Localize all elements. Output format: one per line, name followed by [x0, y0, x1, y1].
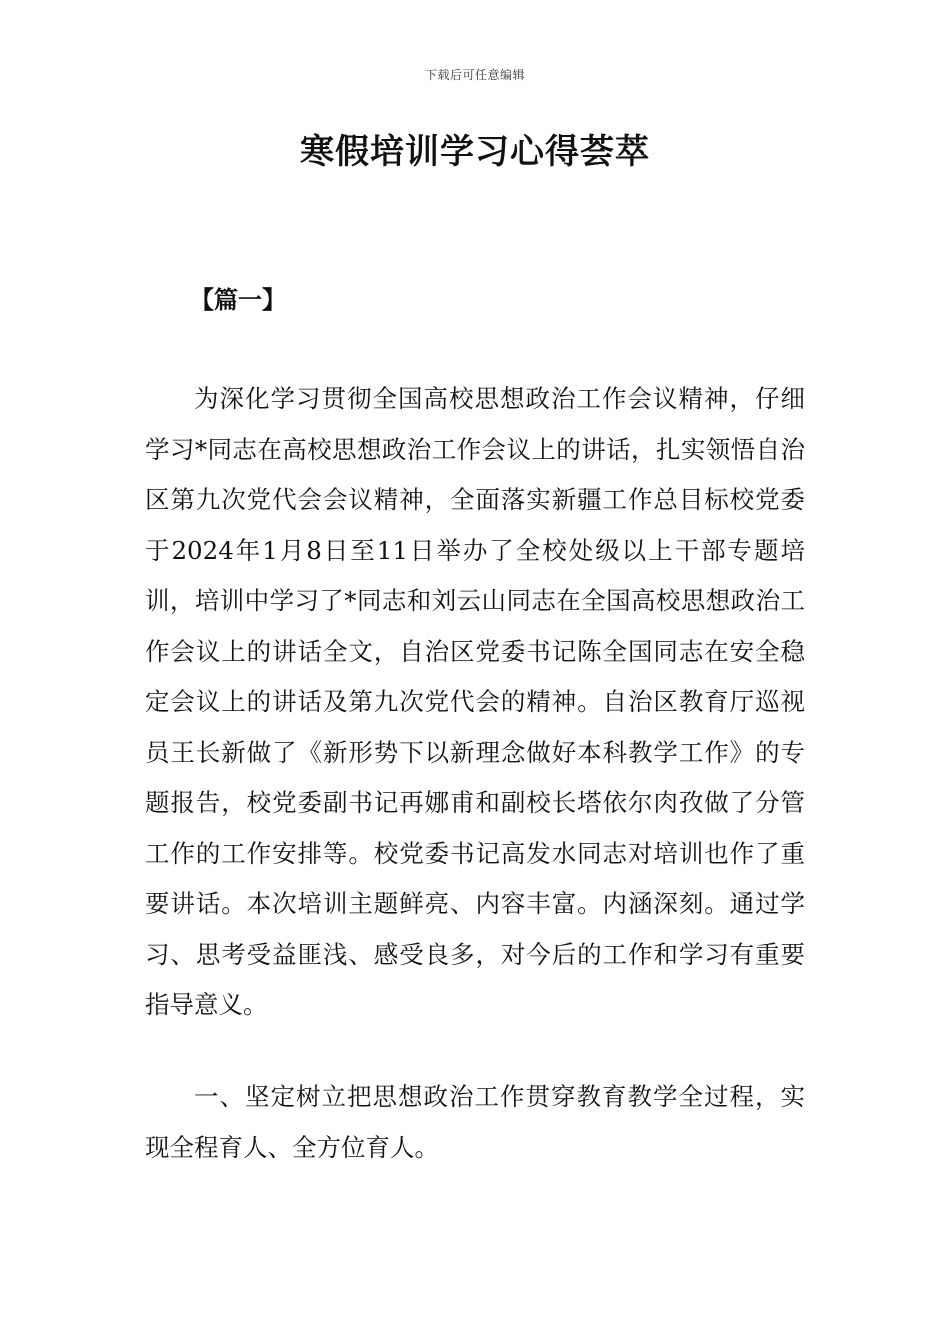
- section-label: 【篇一】: [190, 286, 286, 314]
- body-paragraph: 为深化学习贯彻全国高校思想政治工作会议精神，仔细学习*同志在高校思想政治工作会议上的讲话，扎实领悟自治区第九次党代会会议精神，全面落实新疆工作总目标校党委于2024年1月8日至11日举办了全校处级以上干部专题培训，培训中学习了*同志和刘云山同志在全国高校思想政治工作会议上的讲话全文，自治区党委书记陈全国同志在安全稳定会议上的讲话及第九次党代会的精神。自治区教育厅巡视员王长新做了《新形势下以新理念做好本科教学工作》的专题报告，校党委副书记再娜甫和副校长塔依尔肉孜做了分管工作的工作安排等。校党委书记高发水同志对培训也作了重要讲话。本次培训主题鲜亮、内容丰富。内涵深刻。通过学习、思考受益匪浅、感受良多，对今后的工作和学习有重要指导意义。: [145, 384, 805, 1019]
- document-title: 寒假培训学习心得荟萃: [300, 132, 650, 172]
- header-note: 下载后可任意编辑: [424, 68, 525, 82]
- body-paragraph: 一、坚定树立把思想政治工作贯穿教育教学全过程，实现全程育人、全方位育人。: [145, 1082, 805, 1162]
